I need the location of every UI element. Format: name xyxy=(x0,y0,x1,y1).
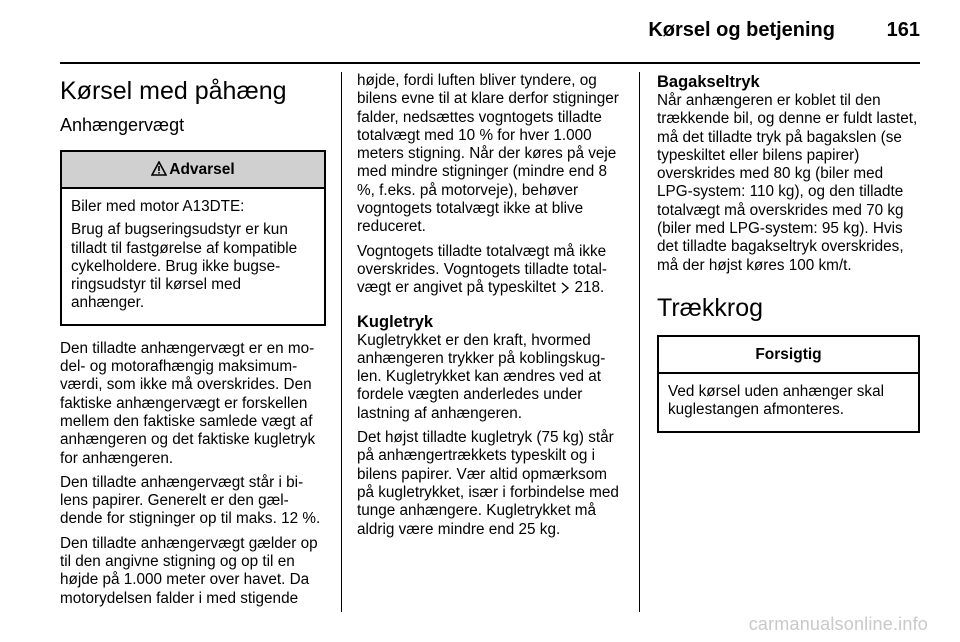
warning-box-body xyxy=(62,189,324,324)
warning-paragraph: Biler med motor A13DTE: xyxy=(71,198,245,215)
body-paragraph: Den tilladte anhængervægt er en model- og motorafhængig maksimumværdi, som ikke må overskrides. Den faktiske anhængervægt er forskellen mellem den faktiske samlede vægt af anhængeren og det faktiske kugletryk for anhængeren. xyxy=(60,339,316,467)
page-number: 161 xyxy=(886,19,920,41)
subsection-title: Anhængervægt xyxy=(60,115,185,135)
body-paragraph: Kugletrykket er den kraft, hvormed anhængeren trykker på koblingskuglen. Kugletrykket kan ændres ved at fordele vægten anderledes under lastning af anhængeren. xyxy=(357,331,606,422)
caution-box xyxy=(657,335,920,433)
page-reference-arrow-icon xyxy=(560,282,570,294)
caution-box-body xyxy=(659,374,918,431)
caution-box-header: Forsigtig xyxy=(659,337,918,374)
column-divider-1 xyxy=(341,72,342,612)
column-divider-2 xyxy=(639,72,640,612)
body-text: Vogntogets tilladte totalvægt må ikke overskrides. Vogntogets tilladte totalvægt er angivet på typeskiltet xyxy=(357,242,608,297)
body-paragraph xyxy=(357,243,623,298)
watermark: carmanualsonline.info xyxy=(748,614,928,634)
body-paragraph: Den tilladte anhængervægt gælder op til den angivne stigning og op til en højde på 1.000 meter over havet. Da motorydelsen falder i med stigende xyxy=(60,534,318,607)
warning-paragraph: Brug af bugseringsudstyr er kun tilladt til fastgørelse af kompatible cykelholdere. Brug ikke bugseringsudstyr til kørsel med anhænger. xyxy=(71,221,298,312)
section-title-traekkrog: Trækkrog xyxy=(657,293,764,322)
column-3 xyxy=(657,72,920,447)
running-header: Kørsel og betjening xyxy=(648,19,835,41)
caution-paragraph: Ved kørsel uden anhænger skal kuglestangen afmonteres. xyxy=(668,382,884,419)
subsection-title-bagakseltryk: Bagakseltryk xyxy=(657,73,760,91)
warning-box xyxy=(60,150,326,326)
page-reference-link[interactable]: 218. xyxy=(574,279,605,297)
subsection-title-kugletryk: Kugletryk xyxy=(357,312,434,331)
warning-heading: Advarsel xyxy=(169,161,235,178)
section-title: Kørsel med påhæng xyxy=(60,77,287,105)
warning-triangle-icon xyxy=(151,161,167,176)
body-paragraph: Det højst tilladte kugletryk (75 kg) står på anhængertrækkets typeskilt og i bilens papirer. Vær altid opmærksom på kugletrykket, især i forbindelse med tunge anhængere. Kugletrykket må aldrig være mindre end 25 kg. xyxy=(357,429,619,538)
body-paragraph: Den tilladte anhængervægt står i bilens papirer. Generelt er den gældende for stigninger op til maks. 12 %. xyxy=(60,473,321,528)
column-2 xyxy=(357,72,623,545)
body-paragraph: Når anhængeren er koblet til den trækkende bil, og denne er fuldt lastet, må det tilladte tryk på bagakslen (se typeskiltet eller bilens papirer) overskrides med 80 kg (biler med LPG-system: 110 kg), og den tilladte totalvægt må overskrides med 70 kg (biler med LPG-system: 95 kg). Hvis det tilladte bagakseltryk overskrides, må der højst køres 100 km/t. xyxy=(657,92,918,274)
column-1 xyxy=(60,76,326,614)
body-paragraph: højde, fordi luften bliver tyndere, og bilens evne til at klare derfor stigninger falder, nedsættes vogntogets tilladte totalvægt med 10 % for hver 1.000 meters stigning. Når der køres på veje med mindre stigninger (mindre end 8 %, f.eks. på motorveje), behøver vogntogets totalvægt ikke at blive reduceret. xyxy=(357,72,619,236)
header-rule xyxy=(60,62,920,64)
warning-box-header xyxy=(62,152,324,189)
